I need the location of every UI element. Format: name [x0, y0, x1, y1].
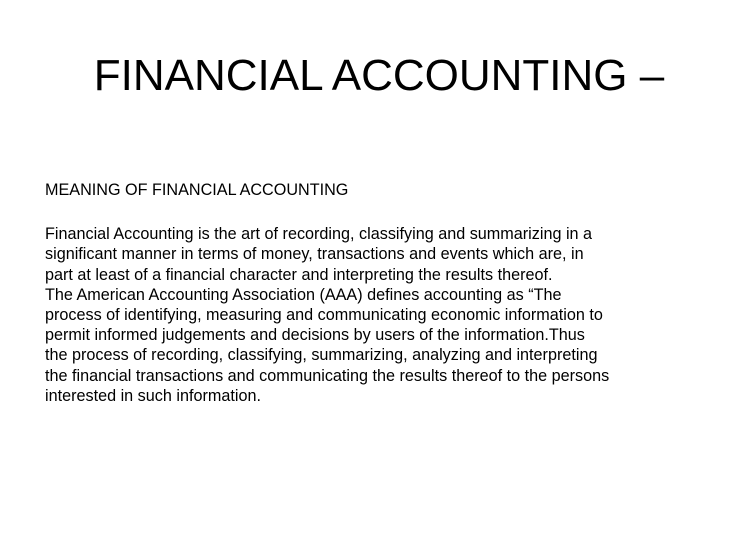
body-line: The American Accounting Association (AAA) defines accounting as “The: [45, 285, 562, 304]
body-line: the process of recording, classifying, summarizing, analyzing and interpreting: [45, 346, 598, 365]
body-line: Financial Accounting is the art of recording, classifying and summarizing in a: [45, 225, 593, 244]
body-line: interested in such information.: [45, 386, 261, 405]
body-line: significant manner in terms of money, transactions and events which are, in: [45, 245, 584, 264]
body-line: part at least of a financial character and interpreting the results thereof.: [45, 265, 553, 284]
body-line: permit informed judgements and decisions by users of the information.Thus: [45, 326, 585, 345]
paragraph-gap: [45, 200, 705, 224]
section-heading: MEANING OF FINANCIAL ACCOUNTING: [45, 181, 349, 199]
slide-body: [45, 180, 705, 406]
body-line: the financial transactions and communicating the results thereof to the persons: [45, 366, 610, 385]
slide-title: FINANCIAL ACCOUNTING –: [93, 51, 665, 100]
body-line: process of identifying, measuring and communicating economic information to: [45, 305, 603, 324]
